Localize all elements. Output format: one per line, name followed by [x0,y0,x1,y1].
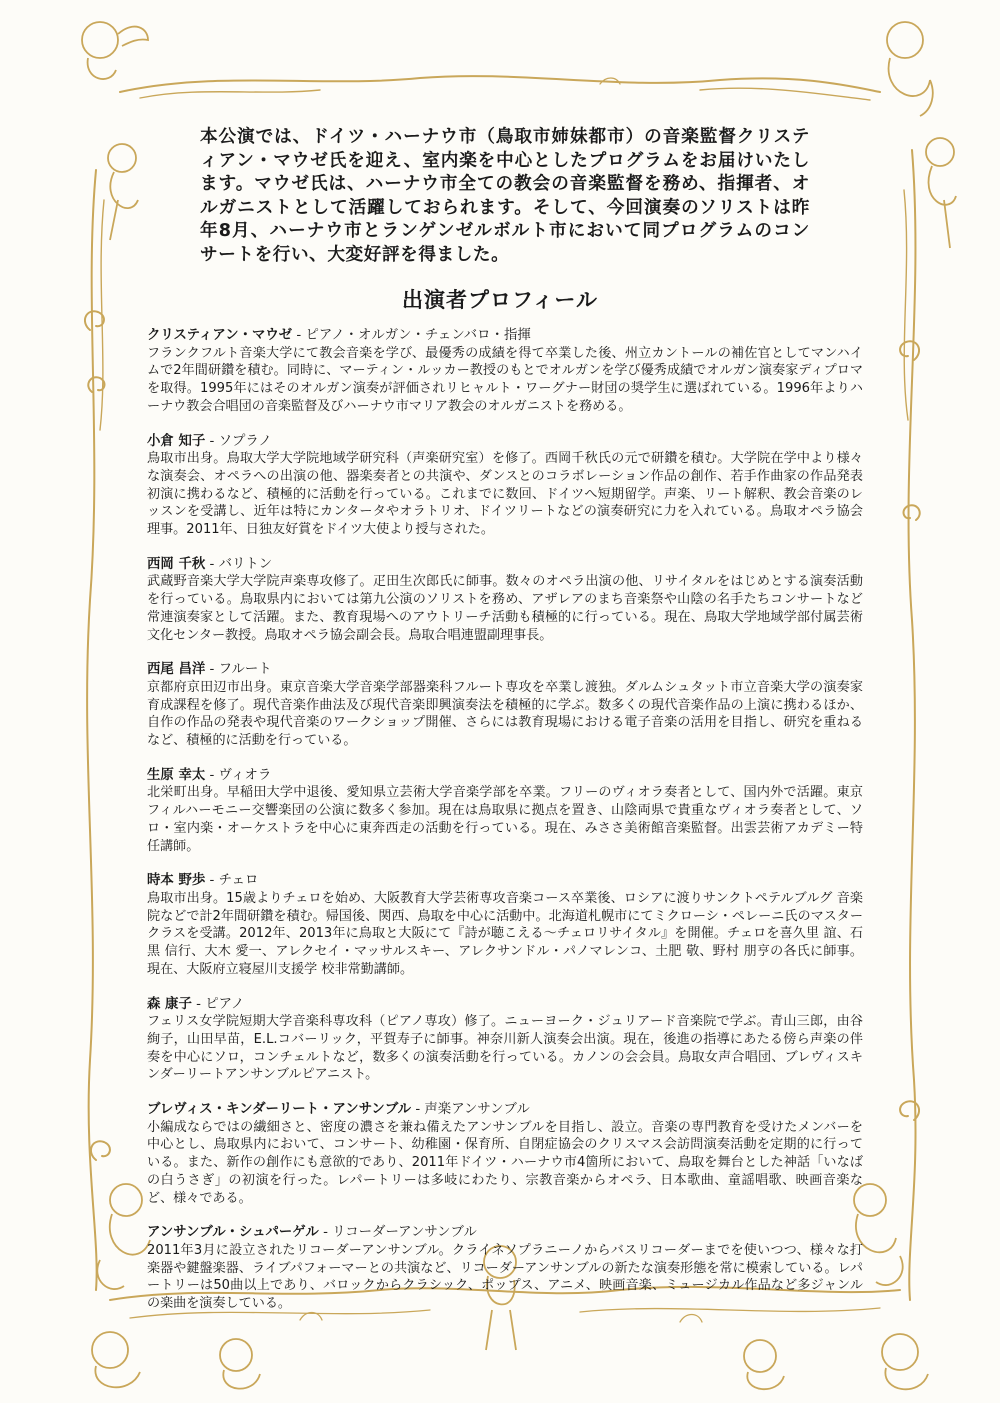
intro-paragraph: 本公演では、ドイツ・ハーナウ市（鳥取市姉妹都市）の音楽監督クリスティアン・マウゼ氏を迎え、室内楽を中心としたプログラムをお届けいたします。マウゼ氏は、ハーナウ市全ての教会の音楽監督を務め、指揮者、オルガニストとして活躍しておられます。そして、今回演奏のソリストは昨年8月、ハーナウ市とランゲンゼルボルト市において同プログラムのコンサートを行い、大変好評を得ました。 [200,127,810,265]
performer-role: - リコーダーアンサンブル [318,1225,477,1241]
performer-name: 森 康子 [147,996,192,1012]
performer-biography: 鳥取市出身。15歳よりチェロを始め、大阪教育大学芸術専攻音楽コース卒業後、ロシアに渡りサンクトペテルブルグ 音楽院などで計2年間研鑽を積む。帰国後、関西、鳥取を中心に活動中。北海道札幌市にてミクローシ・ペレーニ氏のマスタークラスを受講。2012年、2013年に鳥取と大阪にて『詩が聴こえる〜チェロリサイタル』を開催。チェロを喜久里 誼、石黒 信行、大木 愛一、アレクセイ・マッサルスキー、アレクサンドル・パノマレンコ、土肥 敬、野村 朋亨の各氏に師事。現在、大阪府立寝屋川支援学 校非常勤講師。 [147,890,863,977]
profile-entry [147,433,863,539]
performer-role: - フルート [205,662,272,678]
section-title: 出演者プロフィール [402,288,598,312]
performer-role: - 声楽アンサンブル [411,1102,530,1118]
performer-biography: 鳥取市出身。鳥取大学大学院地域学研究科（声楽研究室）を修了。西岡千秋氏の元で研鑽を積む。大学院在学中より様々な演奏会、オペラへの出演の他、器楽奏者との共演や、ダンスとのコラボレーション作品の創作、若手作曲家の作品発表初演に携わるなど、積極的に活動を行っている。これまでに数回、ドイツへ短期留学。声楽、リート解釈、教会音楽のレッスンを受講し、近年は特にカンタータやオラトリオ、ドイツリートなどの演奏研究に力を入れている。鳥取オペラ協会理事。2011年、日独友好賞をドイツ大使より授与された。 [147,451,863,538]
performer-name: 西尾 昌洋 [147,662,206,678]
performer-role: - チェロ [205,873,259,889]
performer-biography: 京都府京田辺市出身。東京音楽大学音楽学部器楽科フルート専攻を卒業し渡独。ダルムシュタット市立音楽大学の演奏家育成課程を修了。現代音楽作曲法及び現代音楽即興演奏法を積極的に学ぶ。数多くの現代音楽作品の上演に携わるほか、自作の作品の発表や現代音楽のワークショップ開催、さらには教育現場における電子音楽の活用を目指し、研究を重ねるなど、積極的に活動を行っている。 [147,679,863,749]
profile-entry [147,872,863,978]
profile-entry [147,1224,863,1313]
profile-heading [147,556,863,574]
profile-entry [147,327,863,416]
performer-biography: 小編成ならではの繊細さと、密度の濃さを兼ね備えたアンサンブルを目指し、設立。音楽の専門教育を受けたメンバーを中心とし、鳥取県内において、コンサート、幼稚園・保育所、自閉症協会のクリスマス会訪問演奏活動を定期的に行っている。また、新作の創作にも意欲的であり、2011年ドイツ・ハーナウ市4箇所において、鳥取を舞台とした神話「いなばの白うさぎ」の初演を行った。レパートリーは多岐にわたり、宗教音楽からオペラ、日本歌曲、童謡唱歌、映画音楽など、様々である。 [147,1119,863,1206]
profile-heading [147,1224,863,1242]
profile-heading [147,327,863,345]
performer-biography: フェリス女学院短期大学音楽科専攻科（ピアノ専攻）修了。ニューヨーク・ジュリアード音楽院で学ぶ。青山三郎，由谷絢子，山田早苗，E.L.コバーリック，平賀寿子に師事。神奈川新人演奏会出演。現在，後進の指導にあたる傍ら声楽の伴奏を中心にソロ，コンチェルトなど，数多くの演奏活動を行っている。カノンの会会員。鳥取女声合唱団、ブレヴィスキンダーリートアンサンブルピアニスト。 [147,1014,863,1083]
performer-role: - ピアノ・オルガン・チェンバロ・指揮 [292,328,531,343]
performer-biography: 武蔵野音楽大学大学院声楽専攻修了。疋田生次郎氏に師事。数々のオペラ出演の他、リサイタルをはじめとする演奏活動を行っている。鳥取県内においては第九公演のソリストを務め、アザレアのまち音楽祭や山陰の名手たちコンサートなど常連演奏家として活躍。また、教育現場へのアウトリーチ活動も積極的に行っている。現在、鳥取大学地域学部付属芸術文化センター教授。鳥取オペラ協会副会長。鳥取合唱連盟副理事長。 [147,574,863,643]
performer-biography: 北栄町出身。早稲田大学中退後、愛知県立芸術大学音楽学部を卒業。フリーのヴィオラ奏者として、国内外で活躍。東京フィルハーモニー交響楽団の公演に数多く参加。現在は鳥取県に拠点を置き、山陰両県で貴重なヴィオラ奏者として、ソロ・室内楽・オーケストラを中心に東奔西走の活動を行っている。現在、みささ美術館音楽監督。出雲芸術アカデミー特任講師。 [147,785,863,854]
performer-role: - ヴィオラ [205,767,272,783]
profile-entry [147,556,863,645]
profile-heading [147,872,863,890]
profile-entry [147,661,863,750]
performer-name: 小倉 知子 [147,433,206,449]
profile-list [147,327,863,1330]
profile-entry [147,996,863,1085]
performer-name: アンサンブル・シュパーゲル [147,1225,319,1241]
performer-name: クリスティアン・マウゼ [147,328,293,343]
performer-name: 時本 野歩 [147,873,206,889]
performer-role: - ソプラノ [205,433,272,449]
performer-role: - ピアノ [191,996,245,1012]
profile-heading [147,767,863,785]
profile-heading [147,996,863,1014]
profile-entry [147,1101,863,1207]
performer-biography: フランクフルト音楽大学にて教会音楽を学び、最優秀の成績を得て卒業した後、州立カントールの補佐官としてマンハイムで2年間研鑽を積む。同時に、マーティン・ルッカー教授のもとでオルガンを学び優秀成績でオルガン演奏家ディプロマを取得。1995年にはそのオルガン演奏が評価されリヒャルト・ワーグナー財団の奨学生に選ばれている。1996年よりハーナウ教会合唱団の音楽監督及びハーナウ市マリア教会のオルガニストを務める。 [147,345,863,414]
profile-heading [147,433,863,451]
profile-heading [147,1101,863,1119]
profile-heading [147,661,863,679]
performer-name: 生原 幸太 [147,767,206,783]
performer-role: - バリトン [205,556,273,572]
performer-name: ブレヴィス・キンダーリート・アンサンブル [147,1102,412,1118]
performer-name: 西岡 千秋 [147,556,206,572]
profile-entry [147,767,863,856]
performer-biography: 2011年3月に設立されたリコーダーアンサンブル。クライネソプラニーノからバスリコーダーまでを使いつつ、様々な打楽器や鍵盤楽器、ライブパフォーマーとの共演など、リコーダーアンサンブルの新たな演奏形態を常に模索している。レパートリーは50曲以上であり、バロックからクラシック、ポップス、アニメ、映画音楽、ミュージカル作品など多ジャンルの楽曲を演奏している。 [147,1242,863,1312]
